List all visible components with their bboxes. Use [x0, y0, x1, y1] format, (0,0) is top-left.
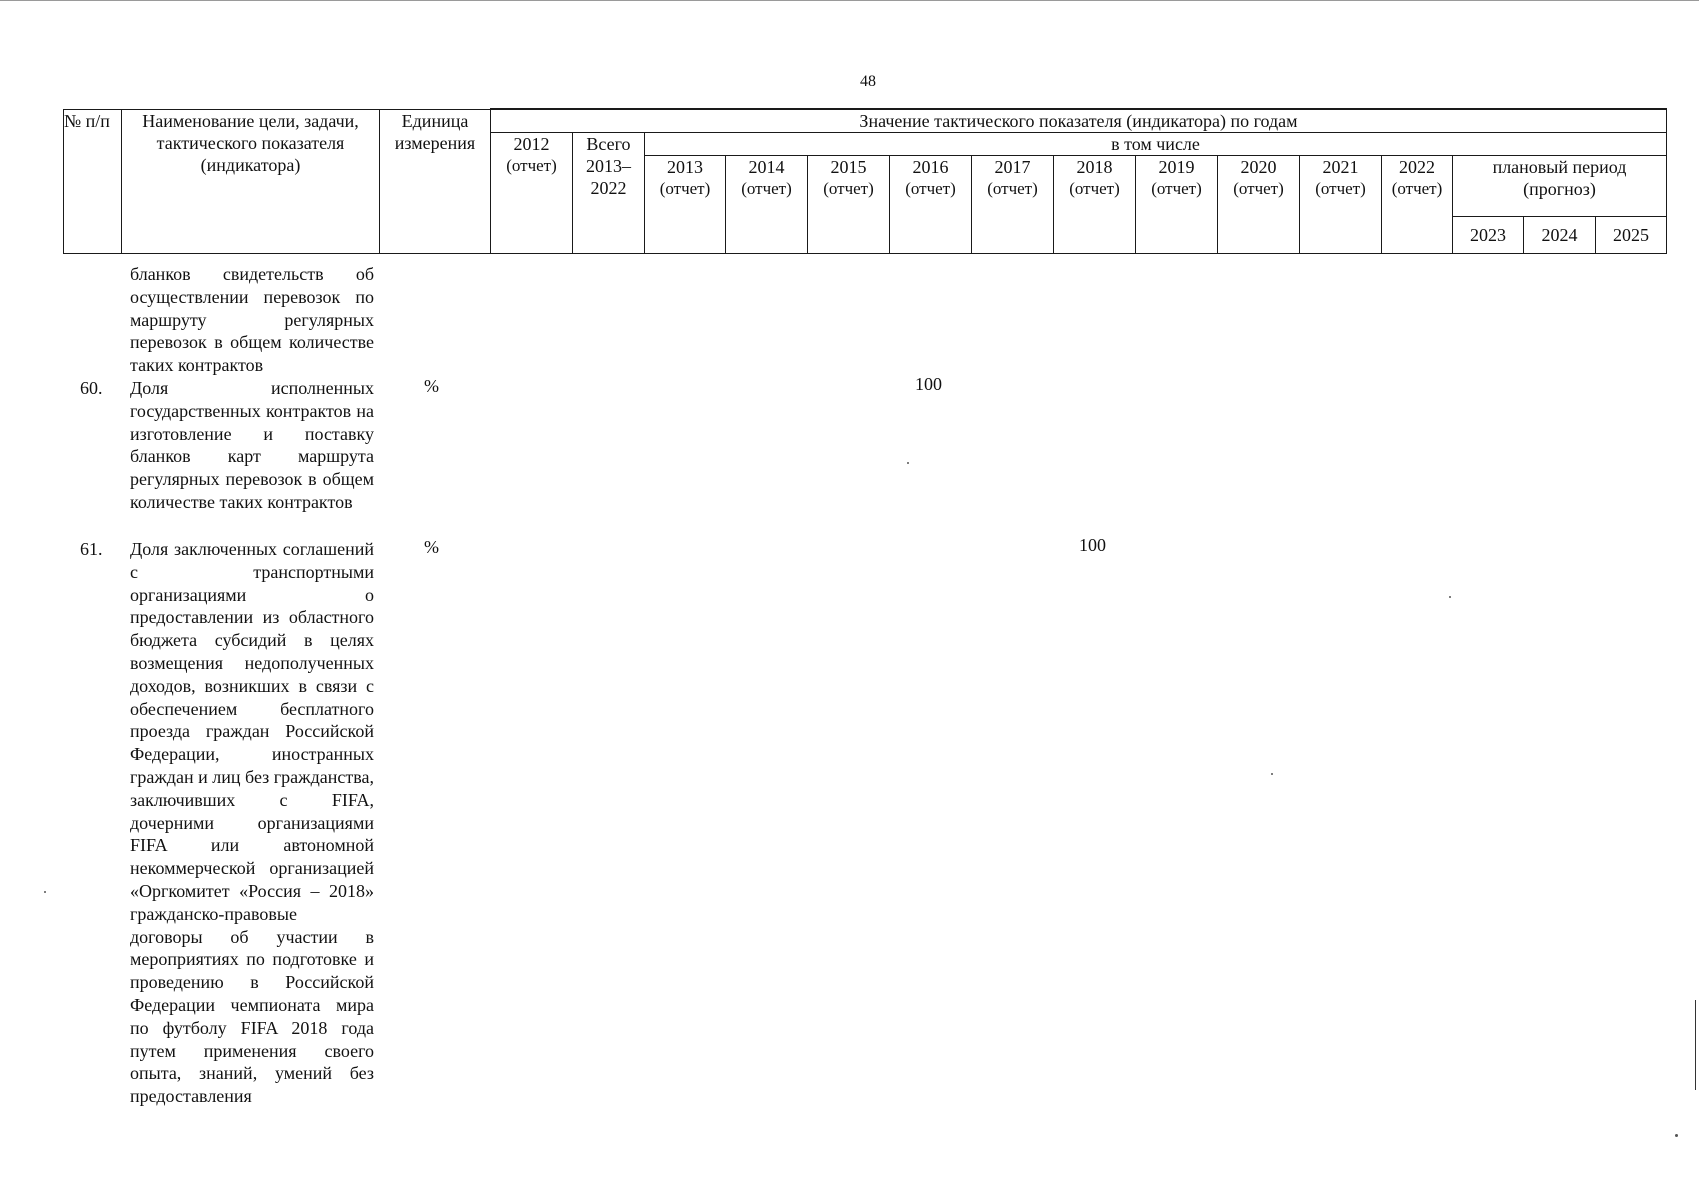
header-table	[63, 108, 1667, 254]
row-61-description: Доля заключенных соглашений с транспортными организациями о предоставлении из областного бюджета субсидий в целях возмещения недополученных доходов, возникших в связи с обеспечением бесплатного проезда граждан Российской Федерации, иностранных граждан и лиц без гражданства, заключивших с FIFA, дочерними организациями FIFA или автономной некоммерческой организацией «Оргкомитет «Россия – 2018» гражданско-правовые договоры об участии в мероприятиях по подготовке и проведению в Российской Федерации чемпионата мира по футболу FIFA 2018 года путем применения своего опыта, знаний, умений без предоставления	[130, 539, 374, 1107]
col-header-values: Значение тактического показателя (индикатора) по годам	[491, 109, 1667, 133]
col-header-unit: Единица измерения	[380, 109, 491, 254]
year-label: 2018	[1076, 157, 1113, 177]
row-60-number: 60.	[80, 378, 103, 398]
col-header-including: в том числе	[645, 133, 1667, 156]
report-label: (отчет)	[1151, 179, 1202, 198]
row-61-unit: %	[424, 537, 439, 557]
col-header-number: № п/п	[64, 109, 122, 254]
col-header-plan-period: плановый период (прогноз)	[1453, 156, 1667, 217]
col-header-2022	[1382, 156, 1453, 254]
col-header-2018	[1054, 156, 1136, 254]
col-header-2023: 2023	[1453, 217, 1524, 254]
year-label: 2019	[1158, 157, 1195, 177]
year-label: 2020	[1240, 157, 1277, 177]
report-label: (отчет)	[987, 179, 1038, 198]
col-header-2014	[726, 156, 808, 254]
report-label: (отчет)	[659, 179, 711, 198]
col-header-2025: 2025	[1596, 217, 1667, 254]
scan-speck	[1271, 773, 1273, 775]
page-top-border	[0, 0, 1699, 1]
col-header-2019	[1136, 156, 1218, 254]
report-label: (отчет)	[1315, 179, 1366, 198]
scan-speck	[44, 891, 46, 893]
year-2012-label: 2012	[513, 134, 550, 154]
year-label: 2022	[1399, 157, 1435, 177]
row-60-unit: %	[424, 376, 439, 396]
col-header-2020	[1218, 156, 1300, 254]
col-header-2017	[972, 156, 1054, 254]
col-header-2012	[491, 133, 573, 254]
year-label: 2014	[748, 157, 785, 177]
report-label: (отчет)	[1391, 179, 1443, 198]
year-label: 2016	[912, 157, 949, 177]
scan-speck	[907, 462, 909, 464]
row-continuation-description: бланков свидетельств об осуществлении перевозок по маршруту регулярных перевозок в общем количестве таких контрактов	[130, 264, 374, 376]
report-label: (отчет)	[1069, 179, 1120, 198]
report-label: (отчет)	[741, 179, 792, 198]
col-header-2013	[645, 156, 726, 254]
year-label: 2013	[667, 157, 703, 177]
report-label: (отчет)	[905, 179, 956, 198]
scan-edge-mark	[1695, 1000, 1696, 1090]
year-label: 2021	[1322, 157, 1359, 177]
row-60-description: Доля исполненных государственных контрактов на изготовление и поставку бланков карт маршрута регулярных перевозок в общем количестве таких контрактов	[130, 378, 374, 512]
report-label: (отчет)	[823, 179, 874, 198]
scan-speck	[1449, 596, 1451, 598]
year-2012-report: (отчет)	[506, 156, 557, 175]
scan-speck	[1675, 1134, 1678, 1137]
row-60-value-2016: 100	[915, 374, 942, 394]
col-header-name: Наименование цели, задачи, тактического показателя (индикатора)	[122, 109, 380, 254]
page-number: 48	[860, 73, 876, 90]
year-label: 2015	[830, 157, 867, 177]
col-header-2024: 2024	[1524, 217, 1596, 254]
col-header-total	[573, 133, 645, 254]
total-range: 2013–2022	[586, 156, 631, 198]
col-header-2016	[890, 156, 972, 254]
year-label: 2017	[994, 157, 1031, 177]
row-61-number: 61.	[80, 539, 103, 559]
col-header-2015	[808, 156, 890, 254]
row-61-value-2018: 100	[1079, 535, 1106, 555]
total-label: Всего	[586, 134, 631, 154]
report-label: (отчет)	[1233, 179, 1284, 198]
col-header-2021	[1300, 156, 1382, 254]
